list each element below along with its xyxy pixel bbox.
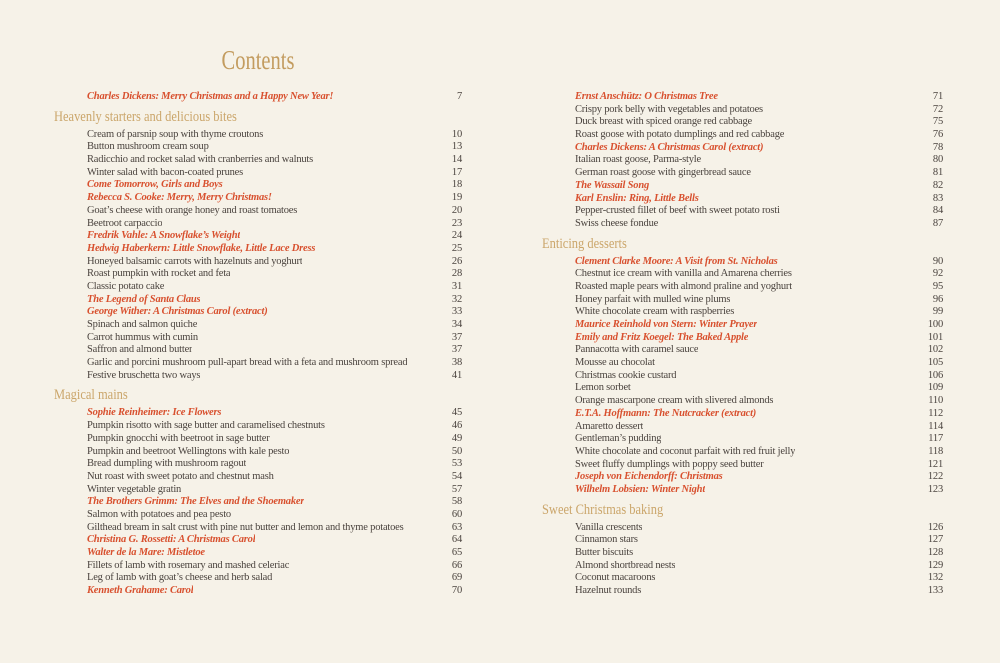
entry-page-number: 28 — [451, 268, 462, 280]
entry-title: Joseph von Eichendorff: Christmas — [575, 471, 723, 483]
entry-title: Festive bruschetta two ways — [87, 369, 201, 381]
entry-page-number: 117 — [928, 433, 943, 445]
toc-entry-recipe — [54, 420, 462, 433]
entry-title: The Legend of Santa Claus — [87, 293, 201, 305]
section-heading-text: Sweet Christmas baking — [542, 501, 664, 518]
toc-entry-literary — [542, 332, 943, 345]
entry-title: Butter biscuits — [575, 547, 633, 558]
entry-title: Honeyed balsamic carrots with hazelnuts and yoghurt — [87, 255, 303, 267]
entry-title: Pepper-crusted fillet of beef with sweet potato rosti — [575, 205, 780, 217]
toc-entry-recipe — [54, 268, 462, 281]
entry-page-number: 66 — [451, 559, 462, 571]
toc-entry-recipe — [542, 281, 943, 294]
toc-entry-recipe — [542, 421, 943, 434]
entry-title: Chestnut ice cream with vanilla and Amarena cherries — [575, 268, 792, 280]
toc-entry-recipe — [54, 205, 462, 218]
toc-entry-recipe — [54, 471, 462, 484]
entry-page-number: 65 — [451, 547, 462, 558]
toc-entry-recipe — [542, 167, 943, 180]
entry-title: The Brothers Grimm: The Elves and the Shoemaker — [87, 496, 305, 508]
entry-page-number: 31 — [451, 280, 462, 292]
entry-title: Goat’s cheese with orange honey and roast tomatoes — [87, 204, 298, 216]
toc-entry-recipe — [542, 104, 943, 117]
section-heading — [54, 388, 462, 403]
entry-page-number: 63 — [451, 521, 462, 533]
toc-entry-literary — [542, 256, 943, 269]
section-heading — [54, 110, 462, 125]
entry-page-number: 71 — [932, 91, 943, 102]
entry-page-number: 99 — [932, 306, 943, 318]
entry-page-number: 75 — [932, 116, 943, 128]
entry-title: Emily and Fritz Koegel: The Baked Apple — [575, 331, 749, 343]
section-heading-text: Enticing desserts — [542, 235, 627, 252]
entry-page-number: 34 — [451, 319, 462, 330]
entry-page-number: 32 — [451, 293, 462, 305]
toc-entry-recipe — [542, 306, 943, 319]
entry-title: Crispy pork belly with vegetables and potatoes — [575, 103, 763, 115]
entry-page-number: 129 — [927, 559, 943, 571]
entry-title: Radicchio and rocket salad with cranberries and walnuts — [87, 154, 314, 166]
section-heading — [542, 237, 943, 252]
entry-title: White chocolate and coconut parfait with red fruit jelly — [575, 445, 796, 457]
entry-page-number: 84 — [932, 205, 943, 217]
entry-page-number: 50 — [451, 445, 462, 457]
entry-title: Wilhelm Lobsien: Winter Night — [575, 483, 706, 495]
entry-page-number: 19 — [451, 192, 462, 204]
entry-title: Mousse au chocolat — [575, 357, 655, 369]
page-title-text: Contents — [221, 45, 295, 75]
toc-entry-recipe — [542, 522, 943, 535]
entry-page-number: 82 — [932, 179, 943, 191]
toc-entry-literary — [54, 230, 462, 243]
entry-page-number: 13 — [451, 141, 462, 153]
toc-entry-recipe — [54, 560, 462, 573]
toc-entry-recipe — [542, 294, 943, 307]
entry-title: Pannacotta with caramel sauce — [575, 344, 699, 356]
entry-page-number: 33 — [451, 306, 462, 318]
entry-title: Button mushroom cream soup — [87, 141, 209, 153]
toc-entry-literary — [54, 243, 462, 256]
toc-entry-recipe — [542, 218, 943, 231]
toc-entry-recipe — [54, 433, 462, 446]
entry-title: Karl Enslin: Ring, Little Bells — [575, 192, 699, 204]
toc-entry-literary — [54, 306, 462, 319]
entry-title: Classic potato cake — [87, 280, 165, 292]
toc-entry-recipe — [542, 370, 943, 383]
entry-title: Cinnamon stars — [575, 534, 638, 546]
entry-page-number: 76 — [932, 129, 943, 141]
entry-page-number: 96 — [932, 293, 943, 305]
entry-page-number: 126 — [927, 521, 943, 533]
entry-page-number: 14 — [451, 154, 462, 166]
entry-page-number: 118 — [928, 445, 943, 457]
entry-title: Winter salad with bacon-coated prunes — [87, 166, 244, 178]
toc-entry-recipe — [542, 116, 943, 129]
entry-page-number: 100 — [927, 319, 943, 330]
toc-entry-literary — [542, 408, 943, 421]
entry-page-number: 60 — [451, 508, 462, 520]
entry-title: Sophie Reinheimer: Ice Flowers — [87, 407, 222, 419]
entry-title: Christina G. Rossetti: A Christmas Carol — [87, 534, 256, 546]
toc-entry-recipe — [542, 395, 943, 408]
entry-title: Charles Dickens: Merry Christmas and a Happy New Year! — [87, 91, 334, 102]
entry-page-number: 7 — [456, 91, 462, 102]
toc-entry-recipe — [542, 205, 943, 218]
entry-title: Roasted maple pears with almond praline and yoghurt — [575, 280, 792, 292]
toc-entry-recipe — [542, 572, 943, 585]
toc-entry-recipe — [542, 344, 943, 357]
toc-entry-literary — [54, 534, 462, 547]
entry-title: Saffron and almond butter — [87, 344, 193, 356]
toc-entry-literary — [54, 192, 462, 205]
entry-title: Winter vegetable gratin — [87, 483, 182, 495]
entry-title: Come Tomorrow, Girls and Boys — [87, 179, 223, 191]
entry-title: Beetroot carpaccio — [87, 217, 163, 229]
section-heading-text: Magical mains — [54, 387, 128, 404]
entry-page-number: 64 — [451, 534, 462, 546]
entry-page-number: 106 — [927, 369, 943, 381]
entry-page-number: 72 — [932, 103, 943, 115]
toc-entry-literary — [542, 91, 943, 104]
toc-entry-recipe — [54, 256, 462, 269]
entry-title: Almond shortbread nests — [575, 559, 676, 571]
entry-page-number: 121 — [927, 458, 943, 470]
toc-entry-recipe — [54, 154, 462, 167]
toc-entry-literary — [542, 180, 943, 193]
toc-entry-literary — [54, 585, 462, 598]
section-heading — [542, 503, 943, 518]
entry-page-number: 20 — [451, 204, 462, 216]
entry-title: Sweet fluffy dumplings with poppy seed butter — [575, 458, 764, 470]
entry-page-number: 57 — [451, 483, 462, 495]
entry-title: Nut roast with sweet potato and chestnut mash — [87, 470, 274, 482]
entry-title: Salmon with potatoes and pea pesto — [87, 508, 231, 520]
toc-entry-recipe — [54, 344, 462, 357]
entry-title: E.T.A. Hoffmann: The Nutcracker (extract) — [575, 407, 757, 419]
toc-entry-recipe — [542, 382, 943, 395]
entry-page-number: 58 — [451, 496, 462, 508]
entry-title: Swiss cheese fondue — [575, 217, 659, 229]
entry-title: Christmas cookie custard — [575, 369, 677, 381]
entry-title: Pumpkin and beetroot Wellingtons with kale pesto — [87, 445, 290, 457]
entry-page-number: 83 — [932, 192, 943, 204]
entry-title: German roast goose with gingerbread sauce — [575, 167, 751, 179]
entry-title: Italian roast goose, Parma-style — [575, 154, 701, 166]
entry-page-number: 127 — [927, 534, 943, 546]
entry-title: Bread dumpling with mushroom ragout — [87, 458, 247, 470]
entry-title: Clement Clarke Moore: A Visit from St. Nicholas — [575, 255, 778, 267]
entry-title: Honey parfait with mulled wine plums — [575, 293, 731, 305]
toc-entry-recipe — [542, 585, 943, 598]
toc-entry-recipe — [542, 129, 943, 142]
toc-entry-literary — [54, 496, 462, 509]
toc-entry-recipe — [542, 268, 943, 281]
entry-page-number: 37 — [451, 344, 462, 356]
entry-page-number: 25 — [451, 242, 462, 254]
toc-entry-recipe — [54, 370, 462, 383]
toc-column-right — [542, 91, 943, 598]
entry-title: Pumpkin risotto with sage butter and caramelised chestnuts — [87, 420, 325, 432]
entry-title: Walter de la Mare: Mistletoe — [87, 547, 205, 558]
entry-page-number: 17 — [451, 166, 462, 178]
toc-entry-literary — [54, 91, 462, 104]
entry-page-number: 23 — [451, 217, 462, 229]
entry-title: Pumpkin gnocchi with beetroot in sage butter — [87, 432, 270, 444]
entry-page-number: 10 — [451, 128, 462, 140]
toc-entry-literary — [542, 193, 943, 206]
entry-page-number: 133 — [927, 585, 943, 597]
toc-entry-literary — [542, 142, 943, 155]
entry-title: Orange mascarpone cream with slivered almonds — [575, 395, 774, 407]
entry-page-number: 18 — [451, 179, 462, 191]
toc-entry-literary — [54, 407, 462, 420]
entry-title: Spinach and salmon quiche — [87, 319, 198, 330]
toc-entry-recipe — [542, 547, 943, 560]
entry-page-number: 123 — [927, 483, 943, 495]
entry-page-number: 45 — [451, 407, 462, 419]
entry-page-number: 54 — [451, 470, 462, 482]
page-title — [54, 46, 462, 74]
toc-entry-recipe — [54, 141, 462, 154]
entry-page-number: 37 — [451, 331, 462, 343]
entry-page-number: 70 — [451, 585, 462, 597]
entry-page-number: 128 — [927, 547, 943, 558]
toc-entry-recipe — [542, 459, 943, 472]
toc-entry-literary — [542, 319, 943, 332]
entry-title: Fredrik Vahle: A Snowflake’s Weight — [87, 230, 241, 242]
entry-page-number: 69 — [451, 572, 462, 584]
toc-entry-recipe — [54, 332, 462, 345]
entry-title: Vanilla crescents — [575, 521, 643, 533]
toc-entry-recipe — [54, 458, 462, 471]
entry-title: Kenneth Grahame: Carol — [87, 585, 194, 597]
entry-page-number: 87 — [932, 217, 943, 229]
toc-entry-recipe — [54, 509, 462, 522]
entry-title: Fillets of lamb with rosemary and mashed celeriac — [87, 559, 290, 571]
toc-entry-recipe — [54, 167, 462, 180]
toc-entry-literary — [54, 294, 462, 307]
toc-entry-literary — [542, 471, 943, 484]
entry-title: Maurice Reinhold von Stern: Winter Prayer — [575, 319, 758, 330]
toc-entry-recipe — [542, 154, 943, 167]
entry-page-number: 105 — [927, 357, 943, 369]
toc-entry-literary — [54, 547, 462, 560]
toc-entry-recipe — [542, 433, 943, 446]
entry-title: The Wassail Song — [575, 179, 650, 191]
entry-page-number: 132 — [927, 572, 943, 584]
entry-title: George Wither: A Christmas Carol (extract) — [87, 306, 268, 318]
entry-title: Hedwig Haberkern: Little Snowflake, Little Lace Dress — [87, 242, 316, 254]
toc-entry-recipe — [54, 218, 462, 231]
entry-page-number: 26 — [451, 255, 462, 267]
toc-entry-literary — [542, 484, 943, 497]
entry-page-number: 112 — [928, 407, 943, 419]
entry-title: Gilthead bream in salt crust with pine nut butter and lemon and thyme potatoes — [87, 521, 404, 533]
toc-entry-recipe — [54, 281, 462, 294]
entry-page-number: 81 — [932, 167, 943, 179]
entry-page-number: 102 — [927, 344, 943, 356]
entry-title: Hazelnut rounds — [575, 585, 642, 597]
entry-page-number: 41 — [451, 369, 462, 381]
toc-entry-recipe — [54, 572, 462, 585]
entry-title: Coconut macaroons — [575, 572, 656, 584]
entry-page-number: 49 — [451, 432, 462, 444]
entry-title: White chocolate cream with raspberries — [575, 306, 735, 318]
entry-title: Roast goose with potato dumplings and red cabbage — [575, 129, 785, 141]
entry-page-number: 95 — [932, 280, 943, 292]
entry-page-number: 110 — [928, 395, 943, 407]
toc-entry-recipe — [542, 534, 943, 547]
entry-title: Charles Dickens: A Christmas Carol (extract) — [575, 141, 764, 153]
entry-page-number: 90 — [932, 255, 943, 267]
entry-page-number: 24 — [451, 230, 462, 242]
entry-page-number: 122 — [927, 471, 943, 483]
section-heading-text: Heavenly starters and delicious bites — [54, 108, 237, 125]
entry-page-number: 46 — [451, 420, 462, 432]
entry-page-number: 101 — [927, 331, 943, 343]
entry-title: Lemon sorbet — [575, 382, 631, 394]
toc-entry-recipe — [54, 357, 462, 370]
entry-title: Ernst Anschütz: O Christmas Tree — [575, 91, 718, 102]
toc-entry-recipe — [54, 484, 462, 497]
entry-page-number: 53 — [451, 458, 462, 470]
toc-entry-recipe — [542, 446, 943, 459]
entry-title: Leg of lamb with goat’s cheese and herb salad — [87, 572, 273, 584]
entry-title: Garlic and porcini mushroom pull-apart bread with a feta and mushroom spread — [87, 357, 408, 369]
toc-entry-recipe — [54, 129, 462, 142]
entry-title: Rebecca S. Cooke: Merry, Merry Christmas! — [87, 192, 272, 204]
toc-column-left — [54, 91, 462, 598]
entry-title: Amaretto dessert — [575, 420, 644, 432]
entry-title: Carrot hummus with cumin — [87, 331, 198, 343]
entry-page-number: 78 — [932, 141, 943, 153]
toc-entry-recipe — [542, 357, 943, 370]
entry-title: Cream of parsnip soup with thyme croutons — [87, 128, 264, 140]
entry-title: Duck breast with spiced orange red cabbage — [575, 116, 753, 128]
toc-entry-recipe — [54, 319, 462, 332]
entry-page-number: 114 — [928, 420, 943, 432]
entry-title: Roast pumpkin with rocket and feta — [87, 268, 231, 280]
entry-page-number: 109 — [927, 382, 943, 394]
toc-entry-recipe — [54, 522, 462, 535]
entry-page-number: 80 — [932, 154, 943, 166]
entry-page-number: 92 — [932, 268, 943, 280]
entry-page-number: 38 — [451, 357, 462, 369]
entry-title: Gentleman’s pudding — [575, 433, 662, 445]
toc-entry-literary — [54, 179, 462, 192]
toc-entry-recipe — [542, 560, 943, 573]
toc-entry-recipe — [54, 446, 462, 459]
